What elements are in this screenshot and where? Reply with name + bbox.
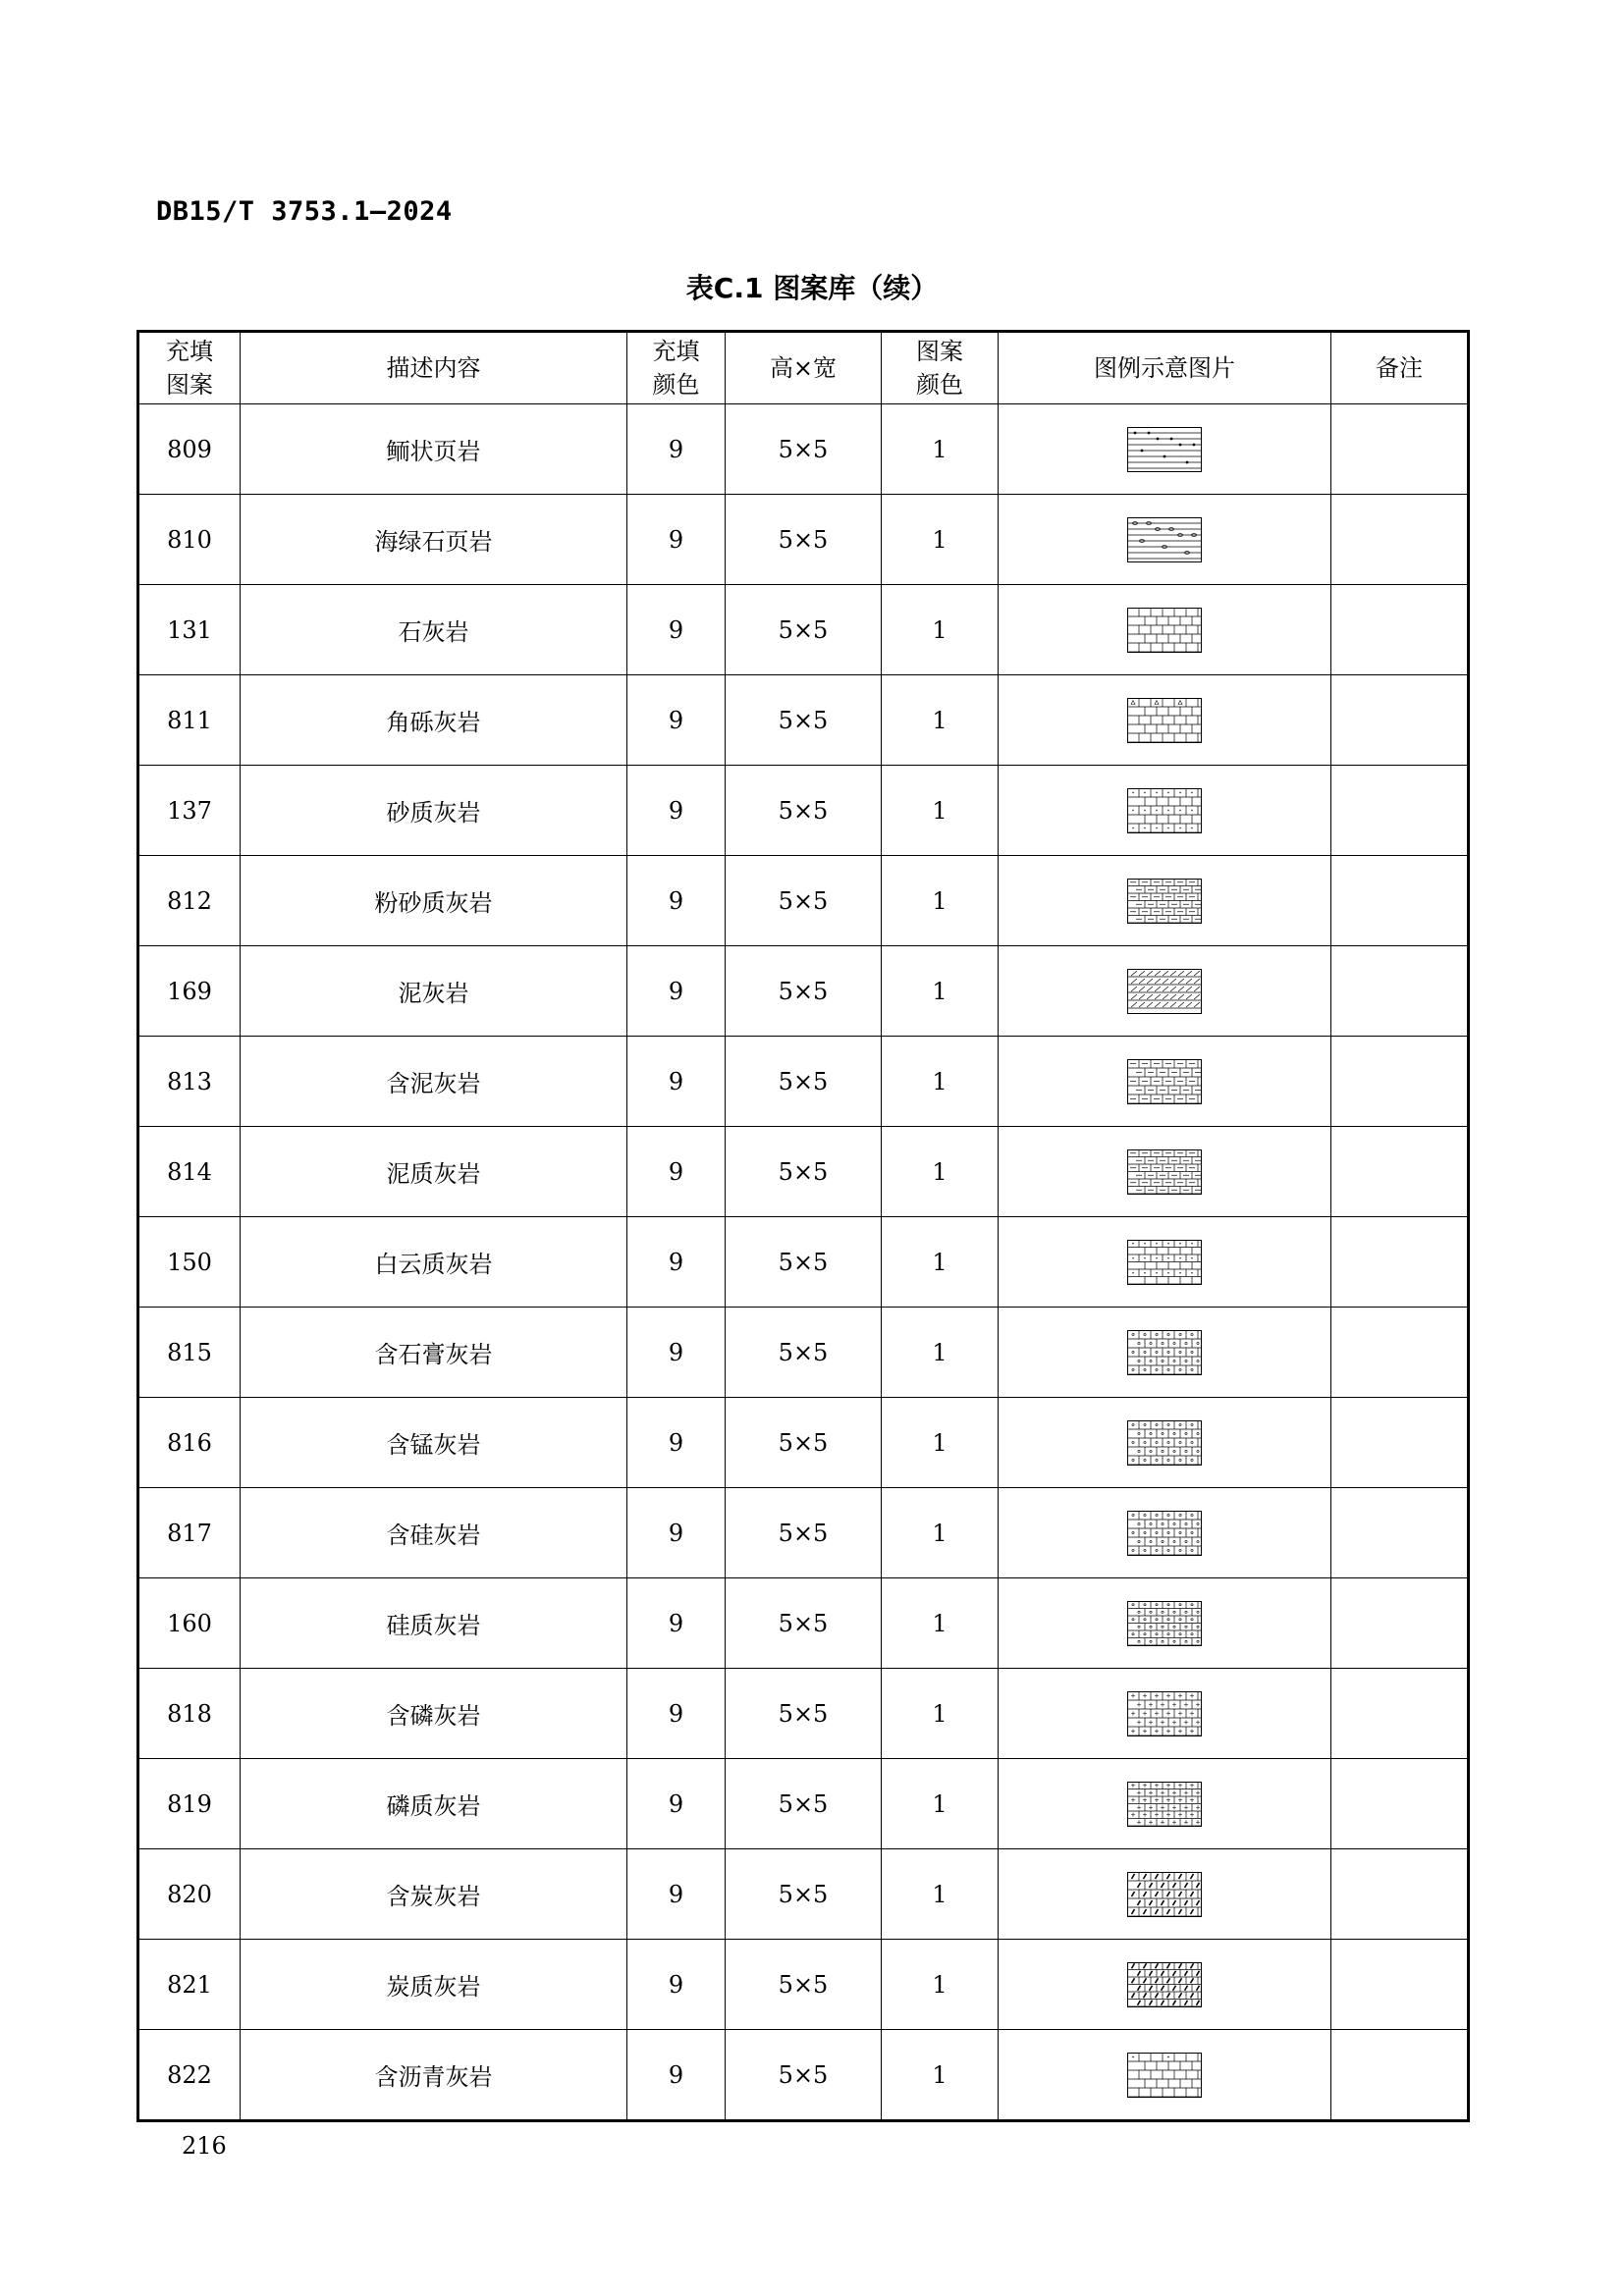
cell-fill-color: 9 bbox=[627, 946, 726, 1037]
cell-size: 5×5 bbox=[726, 675, 882, 766]
cell-fill-color: 9 bbox=[627, 1940, 726, 2030]
cell-fill-color: 9 bbox=[627, 1759, 726, 1849]
cell-size: 5×5 bbox=[726, 946, 882, 1037]
cell-fill-pattern-code: 821 bbox=[138, 1940, 241, 2030]
cell-legend-image bbox=[999, 1488, 1331, 1578]
pattern-swatch-brick-fine bbox=[1127, 1240, 1202, 1285]
cell-fill-color: 9 bbox=[627, 1488, 726, 1578]
cell-legend-image bbox=[999, 1849, 1331, 1940]
cell-note bbox=[1331, 1308, 1469, 1398]
table-row bbox=[138, 1308, 1469, 1398]
cell-pattern-color: 1 bbox=[882, 404, 999, 495]
cell-legend-image bbox=[999, 946, 1331, 1037]
table-row bbox=[138, 1217, 1469, 1308]
cell-note bbox=[1331, 1940, 1469, 2030]
cell-description: 含硅灰岩 bbox=[241, 1488, 627, 1578]
cell-legend-image bbox=[999, 1669, 1331, 1759]
cell-note bbox=[1331, 1849, 1469, 1940]
cell-legend-image bbox=[999, 675, 1331, 766]
table-row bbox=[138, 1669, 1469, 1759]
cell-fill-pattern-code: 812 bbox=[138, 856, 241, 946]
cell-fill-pattern-code: 169 bbox=[138, 946, 241, 1037]
header-fill-pattern-line2: 图案 bbox=[166, 371, 213, 399]
table-row bbox=[138, 585, 1469, 675]
cell-note bbox=[1331, 1127, 1469, 1217]
cell-description: 含沥青灰岩 bbox=[241, 2030, 627, 2121]
cell-description: 含炭灰岩 bbox=[241, 1849, 627, 1940]
cell-note bbox=[1331, 404, 1469, 495]
cell-note bbox=[1331, 1759, 1469, 1849]
cell-description: 含泥灰岩 bbox=[241, 1037, 627, 1127]
table-row bbox=[138, 1759, 1469, 1849]
table-row bbox=[138, 2030, 1469, 2121]
pattern-swatch-brick-dots-dense bbox=[1127, 879, 1202, 924]
table-row bbox=[138, 946, 1469, 1037]
table-header-row bbox=[138, 332, 1469, 404]
table-row bbox=[138, 1849, 1469, 1940]
cell-size: 5×5 bbox=[726, 1217, 882, 1308]
pattern-swatch-brick-c bbox=[1127, 1872, 1202, 1917]
cell-pattern-color: 1 bbox=[882, 1398, 999, 1488]
cell-note bbox=[1331, 1217, 1469, 1308]
header-pattern-color-line1: 图案 bbox=[916, 338, 963, 365]
header-fill-color-line2: 颜色 bbox=[652, 371, 700, 399]
cell-description: 石灰岩 bbox=[241, 585, 627, 675]
table-title: 表C.1 图案库（续） bbox=[685, 272, 939, 304]
pattern-swatch-shale-dots bbox=[1127, 427, 1202, 472]
cell-size: 5×5 bbox=[726, 1127, 882, 1217]
pattern-swatch-brick-si-dense bbox=[1127, 1601, 1202, 1646]
cell-legend-image bbox=[999, 1308, 1331, 1398]
cell-fill-pattern-code: 816 bbox=[138, 1398, 241, 1488]
cell-size: 5×5 bbox=[726, 1578, 882, 1669]
cell-fill-pattern-code: 809 bbox=[138, 404, 241, 495]
table-row bbox=[138, 1578, 1469, 1669]
cell-legend-image bbox=[999, 1398, 1331, 1488]
cell-legend-image bbox=[999, 585, 1331, 675]
cell-note bbox=[1331, 1037, 1469, 1127]
cell-pattern-color: 1 bbox=[882, 1488, 999, 1578]
header-fill-color-line1: 充填 bbox=[652, 338, 700, 365]
cell-fill-pattern-code: 815 bbox=[138, 1308, 241, 1398]
cell-pattern-color: 1 bbox=[882, 856, 999, 946]
cell-pattern-color: 1 bbox=[882, 1759, 999, 1849]
pattern-library-table bbox=[136, 330, 1470, 2122]
cell-fill-color: 9 bbox=[627, 495, 726, 585]
cell-fill-color: 9 bbox=[627, 1578, 726, 1669]
cell-description: 白云质灰岩 bbox=[241, 1217, 627, 1308]
cell-size: 5×5 bbox=[726, 585, 882, 675]
cell-size: 5×5 bbox=[726, 1037, 882, 1127]
cell-description: 砂质灰岩 bbox=[241, 766, 627, 856]
table-row bbox=[138, 495, 1469, 585]
cell-note bbox=[1331, 585, 1469, 675]
document-code: DB15/T 3753.1—2024 bbox=[156, 196, 453, 227]
cell-size: 5×5 bbox=[726, 1759, 882, 1849]
table-body bbox=[138, 404, 1469, 2121]
cell-fill-pattern-code: 131 bbox=[138, 585, 241, 675]
cell-note bbox=[1331, 495, 1469, 585]
cell-fill-pattern-code: 822 bbox=[138, 2030, 241, 2121]
cell-legend-image bbox=[999, 1037, 1331, 1127]
table-row bbox=[138, 675, 1469, 766]
cell-fill-pattern-code: 814 bbox=[138, 1127, 241, 1217]
cell-fill-color: 9 bbox=[627, 1037, 726, 1127]
cell-legend-image bbox=[999, 1940, 1331, 2030]
cell-pattern-color: 1 bbox=[882, 1308, 999, 1398]
cell-legend-image bbox=[999, 404, 1331, 495]
cell-fill-color: 9 bbox=[627, 1849, 726, 1940]
cell-legend-image bbox=[999, 495, 1331, 585]
header-size: 高×宽 bbox=[726, 332, 882, 404]
cell-description: 角砾灰岩 bbox=[241, 675, 627, 766]
header-description: 描述内容 bbox=[241, 332, 627, 404]
cell-size: 5×5 bbox=[726, 766, 882, 856]
header-pattern-color bbox=[882, 332, 999, 404]
cell-fill-pattern-code: 817 bbox=[138, 1488, 241, 1578]
cell-fill-pattern-code: 818 bbox=[138, 1669, 241, 1759]
cell-pattern-color: 1 bbox=[882, 1578, 999, 1669]
table-row bbox=[138, 404, 1469, 495]
cell-legend-image bbox=[999, 1217, 1331, 1308]
cell-size: 5×5 bbox=[726, 1940, 882, 2030]
cell-pattern-color: 1 bbox=[882, 1669, 999, 1759]
cell-pattern-color: 1 bbox=[882, 2030, 999, 2121]
pattern-swatch-brick-marks bbox=[1127, 1330, 1202, 1375]
cell-fill-pattern-code: 820 bbox=[138, 1849, 241, 1940]
cell-description: 海绿石页岩 bbox=[241, 495, 627, 585]
cell-size: 5×5 bbox=[726, 1669, 882, 1759]
cell-note bbox=[1331, 1578, 1469, 1669]
cell-fill-color: 9 bbox=[627, 585, 726, 675]
cell-fill-pattern-code: 810 bbox=[138, 495, 241, 585]
cell-size: 5×5 bbox=[726, 404, 882, 495]
pattern-swatch-brick-si bbox=[1127, 1511, 1202, 1556]
cell-pattern-color: 1 bbox=[882, 766, 999, 856]
cell-description: 硅质灰岩 bbox=[241, 1578, 627, 1669]
cell-legend-image bbox=[999, 856, 1331, 946]
header-fill-pattern bbox=[138, 332, 241, 404]
cell-note bbox=[1331, 1669, 1469, 1759]
cell-size: 5×5 bbox=[726, 1488, 882, 1578]
cell-fill-color: 9 bbox=[627, 2030, 726, 2121]
cell-legend-image bbox=[999, 1759, 1331, 1849]
cell-description: 泥质灰岩 bbox=[241, 1127, 627, 1217]
pattern-swatch-brick-triangles bbox=[1127, 698, 1202, 743]
cell-description: 泥灰岩 bbox=[241, 946, 627, 1037]
cell-description: 鲕状页岩 bbox=[241, 404, 627, 495]
cell-size: 5×5 bbox=[726, 856, 882, 946]
cell-size: 5×5 bbox=[726, 495, 882, 585]
cell-fill-color: 9 bbox=[627, 1217, 726, 1308]
cell-fill-color: 9 bbox=[627, 1398, 726, 1488]
pattern-swatch-brick bbox=[1127, 608, 1202, 653]
cell-size: 5×5 bbox=[726, 1849, 882, 1940]
table-row bbox=[138, 856, 1469, 946]
pattern-swatch-brick-dots bbox=[1127, 788, 1202, 833]
header-pattern-color-line2: 颜色 bbox=[916, 371, 963, 399]
cell-fill-color: 9 bbox=[627, 1669, 726, 1759]
cell-fill-color: 9 bbox=[627, 1127, 726, 1217]
cell-pattern-color: 1 bbox=[882, 1217, 999, 1308]
cell-fill-color: 9 bbox=[627, 1308, 726, 1398]
pattern-swatch-diagonal bbox=[1127, 969, 1202, 1014]
cell-note bbox=[1331, 1398, 1469, 1488]
cell-size: 5×5 bbox=[726, 2030, 882, 2121]
cell-description: 含石膏灰岩 bbox=[241, 1308, 627, 1398]
cell-fill-color: 9 bbox=[627, 856, 726, 946]
cell-legend-image bbox=[999, 1127, 1331, 1217]
cell-note bbox=[1331, 2030, 1469, 2121]
pattern-swatch-brick-mn bbox=[1127, 1420, 1202, 1466]
cell-legend-image bbox=[999, 766, 1331, 856]
cell-note bbox=[1331, 766, 1469, 856]
cell-pattern-color: 1 bbox=[882, 1127, 999, 1217]
header-legend-image: 图例示意图片 bbox=[999, 332, 1331, 404]
cell-description: 粉砂质灰岩 bbox=[241, 856, 627, 946]
cell-fill-color: 9 bbox=[627, 675, 726, 766]
table-row bbox=[138, 766, 1469, 856]
cell-fill-pattern-code: 150 bbox=[138, 1217, 241, 1308]
cell-fill-pattern-code: 137 bbox=[138, 766, 241, 856]
cell-pattern-color: 1 bbox=[882, 675, 999, 766]
pattern-swatch-brick-bitumen bbox=[1127, 2053, 1202, 2098]
cell-description: 炭质灰岩 bbox=[241, 1940, 627, 2030]
table-row bbox=[138, 1940, 1469, 2030]
cell-note bbox=[1331, 946, 1469, 1037]
cell-note bbox=[1331, 856, 1469, 946]
page-number: 216 bbox=[182, 2132, 227, 2160]
pattern-swatch-brick-c-dense bbox=[1127, 1962, 1202, 2007]
cell-fill-color: 9 bbox=[627, 404, 726, 495]
cell-fill-pattern-code: 819 bbox=[138, 1759, 241, 1849]
cell-pattern-color: 1 bbox=[882, 1940, 999, 2030]
cell-fill-pattern-code: 811 bbox=[138, 675, 241, 766]
cell-legend-image bbox=[999, 2030, 1331, 2121]
pattern-swatch-brick-p bbox=[1127, 1691, 1202, 1736]
cell-fill-pattern-code: 813 bbox=[138, 1037, 241, 1127]
table-row bbox=[138, 1127, 1469, 1217]
cell-pattern-color: 1 bbox=[882, 1037, 999, 1127]
cell-description: 磷质灰岩 bbox=[241, 1759, 627, 1849]
cell-fill-color: 9 bbox=[627, 766, 726, 856]
pattern-swatch-brick-dash bbox=[1127, 1059, 1202, 1104]
table-row bbox=[138, 1488, 1469, 1578]
table-row bbox=[138, 1037, 1469, 1127]
cell-pattern-color: 1 bbox=[882, 585, 999, 675]
header-fill-color bbox=[627, 332, 726, 404]
pattern-swatch-shale-ovals bbox=[1127, 517, 1202, 562]
cell-pattern-color: 1 bbox=[882, 946, 999, 1037]
pattern-swatch-brick-p-dense bbox=[1127, 1782, 1202, 1827]
cell-description: 含磷灰岩 bbox=[241, 1669, 627, 1759]
cell-fill-pattern-code: 160 bbox=[138, 1578, 241, 1669]
cell-size: 5×5 bbox=[726, 1398, 882, 1488]
header-fill-pattern-line1: 充填 bbox=[166, 338, 213, 365]
table-row bbox=[138, 1398, 1469, 1488]
cell-size: 5×5 bbox=[726, 1308, 882, 1398]
cell-note bbox=[1331, 1488, 1469, 1578]
pattern-swatch-brick-dash-dense bbox=[1127, 1149, 1202, 1195]
cell-legend-image bbox=[999, 1578, 1331, 1669]
cell-note bbox=[1331, 675, 1469, 766]
header-note: 备注 bbox=[1331, 332, 1469, 404]
cell-pattern-color: 1 bbox=[882, 495, 999, 585]
cell-pattern-color: 1 bbox=[882, 1849, 999, 1940]
cell-description: 含锰灰岩 bbox=[241, 1398, 627, 1488]
